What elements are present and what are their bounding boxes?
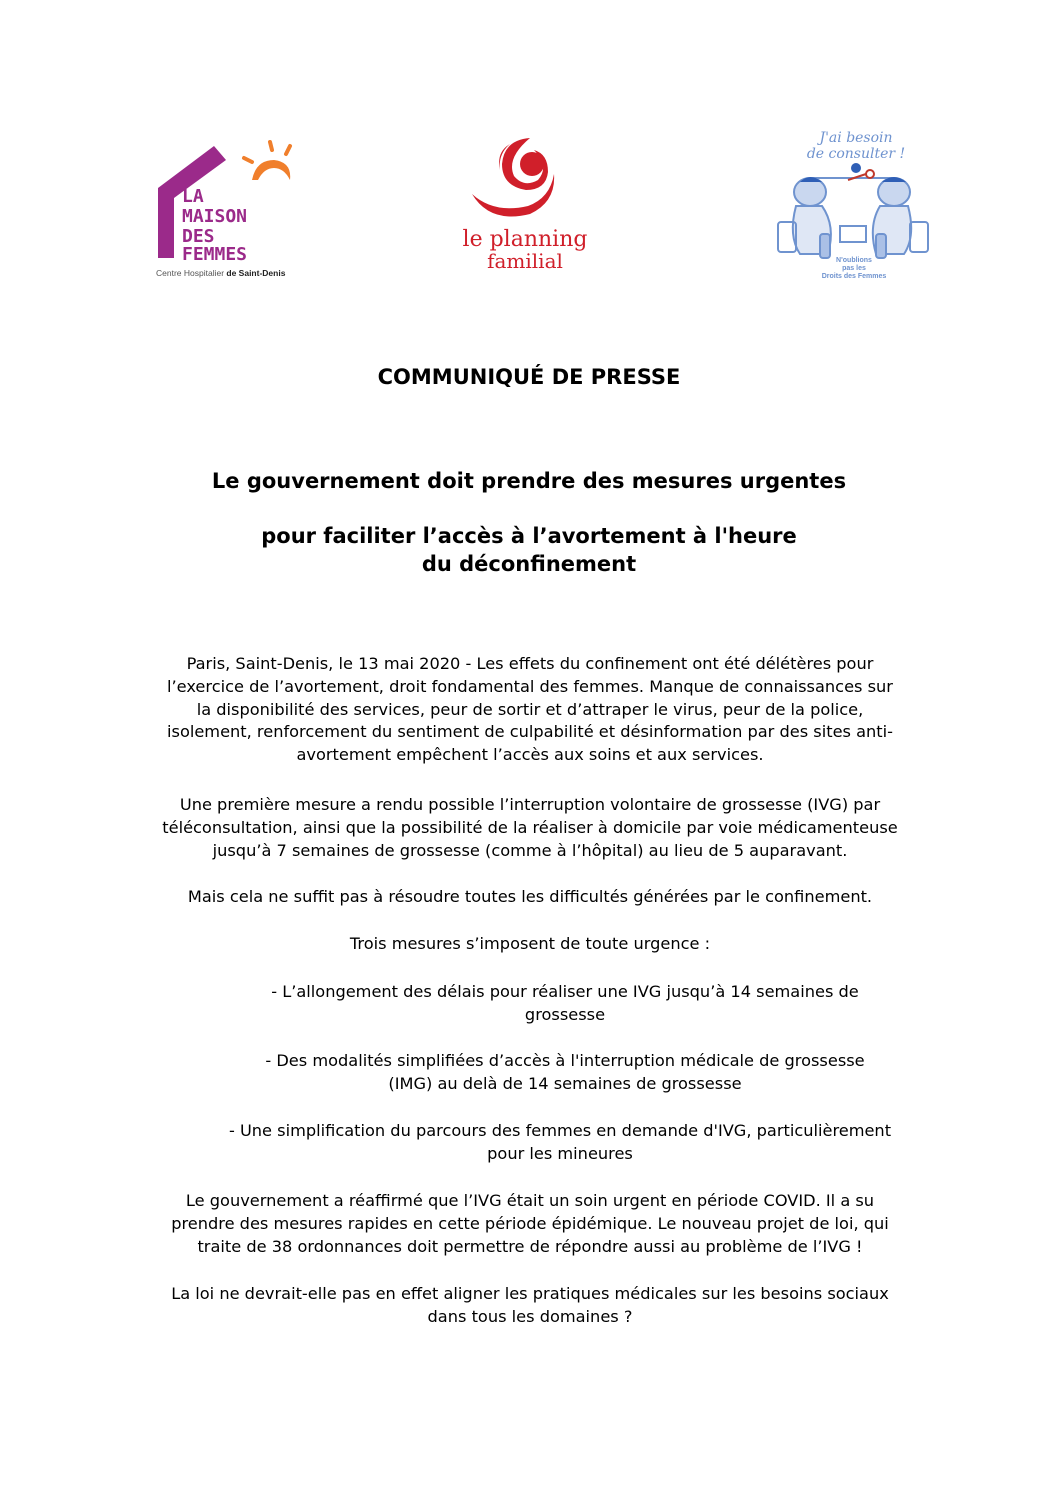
text-line: grossesse bbox=[524, 1004, 606, 1024]
text-line: - Une simplification du parcours des femmes en demande d'IVG, particulièrement bbox=[228, 1121, 892, 1140]
planning-familial-logo bbox=[450, 128, 600, 276]
headline-line-2b: du déconfinement bbox=[421, 552, 637, 576]
text-line: dans tous les domaines ? bbox=[427, 1306, 633, 1326]
measure-item-1 bbox=[215, 981, 915, 1027]
svg-text:MAISON: MAISON bbox=[182, 206, 248, 227]
svg-text:familial: familial bbox=[487, 249, 563, 273]
svg-text:Centre Hospitalier de Saint-De: Centre Hospitalier de Saint-Denis bbox=[156, 268, 286, 278]
svg-text:FEMMES: FEMMES bbox=[182, 244, 248, 265]
text-line: La loi ne devrait-elle pas en effet aligner les pratiques médicales sur les besoins sociaux bbox=[171, 1284, 889, 1303]
text-line: (IMG) au delà de 14 semaines de grossesse bbox=[388, 1073, 742, 1093]
svg-text:de consulter !: de consulter ! bbox=[806, 146, 906, 162]
measure-item-2 bbox=[215, 1050, 915, 1096]
closing-question-paragraph bbox=[120, 1283, 940, 1329]
first-measure-paragraph bbox=[120, 794, 940, 862]
svg-text:N'oublions: N'oublions bbox=[836, 257, 872, 264]
press-release-title: COMMUNIQUÉ DE PRESSE bbox=[377, 365, 681, 389]
government-paragraph bbox=[120, 1190, 940, 1258]
headline-line-2a: pour faciliter l’accès à l’avortement à l'heure bbox=[261, 524, 797, 548]
nurses-illustration-icon bbox=[770, 126, 936, 284]
text-line: la disponibilité des services, peur de sortir et d’attraper le virus, peur de la police, bbox=[196, 699, 864, 719]
text-line: isolement, renforcement du sentiment de culpabilité et désinformation par des sites anti- bbox=[167, 722, 893, 742]
text-line: jusqu’à 7 semaines de grossesse (comme à l’hôpital) au lieu de 5 auparavant. bbox=[212, 840, 848, 860]
text-line: l’exercice de l’avortement, droit fondamental des femmes. Manque de connaissances sur bbox=[167, 676, 893, 696]
three-measures-intro: Trois mesures s’imposent de toute urgence : bbox=[349, 934, 711, 953]
text-line: pour les mineures bbox=[487, 1143, 633, 1163]
text-line: - L’allongement des délais pour réaliser une IVG jusqu’à 14 semaines de bbox=[271, 982, 859, 1001]
measure-item-3 bbox=[180, 1120, 940, 1166]
headline-line-2 bbox=[0, 522, 1058, 578]
svg-text:J'ai besoin: J'ai besoin bbox=[819, 130, 893, 146]
text-line: prendre des mesures rapides en cette période épidémique. Le nouveau projet de loi, qui bbox=[171, 1213, 889, 1233]
text-line: avortement empêchent l’accès aux soins et aux services. bbox=[296, 745, 764, 765]
intro-paragraph bbox=[120, 653, 940, 767]
text-line: Une première mesure a rendu possible l’interruption volontaire de grossesse (IVG) par bbox=[179, 795, 881, 814]
svg-text:Droits des Femmes: Droits des Femmes bbox=[821, 273, 887, 280]
svg-text:LA: LA bbox=[182, 186, 204, 207]
svg-text:DES: DES bbox=[182, 226, 215, 247]
text-line: Le gouvernement a réaffirmé que l’IVG était un soin urgent en période COVID. Il a su bbox=[185, 1191, 875, 1210]
text-line: téléconsultation, ainsi que la possibilité de la réaliser à domicile par voie médicamenteuse bbox=[162, 817, 898, 837]
text-line: - Des modalités simplifiées d’accès à l'interruption médicale de grossesse bbox=[265, 1051, 865, 1070]
spiral-icon bbox=[450, 128, 600, 276]
svg-text:pas les: pas les bbox=[842, 265, 866, 272]
text-line: traite de 38 ordonnances doit permettre de répondre aussi au problème de l’IVG ! bbox=[197, 1236, 863, 1256]
insufficient-paragraph: Mais cela ne suffit pas à résoudre toutes les difficultés générées par le confinement. bbox=[187, 887, 873, 906]
house-sun-icon bbox=[152, 136, 302, 278]
headline-line-1: Le gouvernement doit prendre des mesures urgentes bbox=[211, 469, 847, 493]
svg-text:le planning: le planning bbox=[462, 227, 588, 252]
text-line: Paris, Saint-Denis, le 13 mai 2020 - Les effets du confinement ont été délétères pour bbox=[186, 654, 874, 673]
maison-des-femmes-logo bbox=[152, 136, 302, 278]
besoin-de-consulter-illustration bbox=[770, 126, 936, 284]
